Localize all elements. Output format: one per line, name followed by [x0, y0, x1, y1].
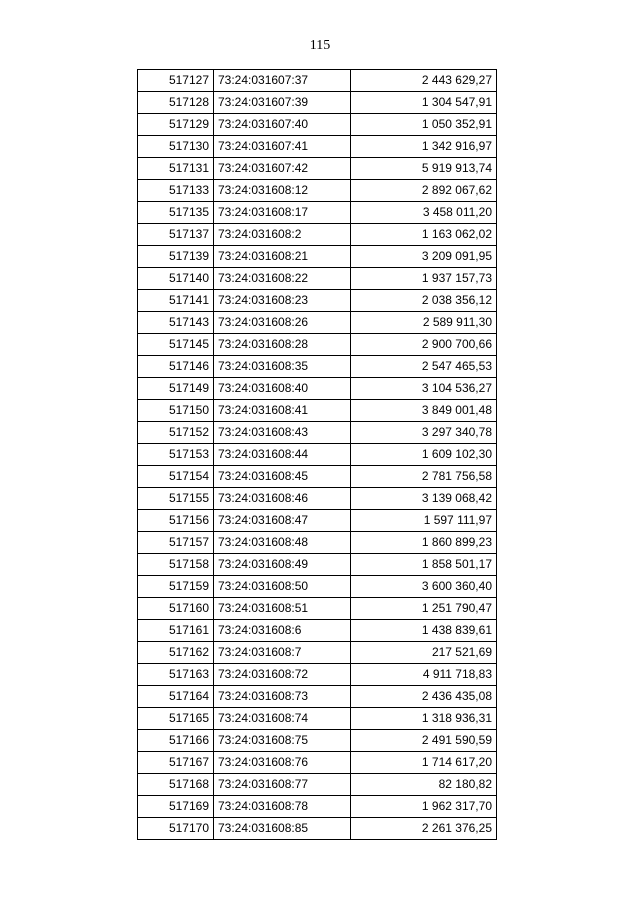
- cadastral-number-cell: 73:24:031608:85: [214, 818, 351, 840]
- row-number-cell: 517150: [138, 400, 214, 422]
- table-row: [138, 246, 497, 268]
- cadastral-value-cell: 3 139 068,42: [351, 488, 497, 510]
- cadastral-value-cell: 2 261 376,25: [351, 818, 497, 840]
- table-row: [138, 334, 497, 356]
- cadastral-value-cell: 3 849 001,48: [351, 400, 497, 422]
- row-number-cell: 517135: [138, 202, 214, 224]
- table-row: [138, 620, 497, 642]
- row-number-cell: 517167: [138, 752, 214, 774]
- cadastral-value-cell: 217 521,69: [351, 642, 497, 664]
- row-number-cell: 517143: [138, 312, 214, 334]
- cadastral-value-cell: 82 180,82: [351, 774, 497, 796]
- row-number-cell: 517146: [138, 356, 214, 378]
- cadastral-number-cell: 73:24:031608:72: [214, 664, 351, 686]
- table-row: [138, 664, 497, 686]
- table-row: [138, 180, 497, 202]
- cadastral-value-cell: 2 038 356,12: [351, 290, 497, 312]
- cadastral-value-cell: 1 163 062,02: [351, 224, 497, 246]
- table-row: [138, 730, 497, 752]
- cadastral-number-cell: 73:24:031608:44: [214, 444, 351, 466]
- cadastral-number-cell: 73:24:031608:2: [214, 224, 351, 246]
- row-number-cell: 517139: [138, 246, 214, 268]
- cadastral-number-cell: 73:24:031608:7: [214, 642, 351, 664]
- cadastral-number-cell: 73:24:031608:17: [214, 202, 351, 224]
- cadastral-value-cell: 2 436 435,08: [351, 686, 497, 708]
- cadastral-number-cell: 73:24:031608:21: [214, 246, 351, 268]
- row-number-cell: 517145: [138, 334, 214, 356]
- row-number-cell: 517140: [138, 268, 214, 290]
- cadastral-number-cell: 73:24:031608:47: [214, 510, 351, 532]
- cadastral-number-cell: 73:24:031608:76: [214, 752, 351, 774]
- row-number-cell: 517158: [138, 554, 214, 576]
- cadastral-value-cell: 2 589 911,30: [351, 312, 497, 334]
- row-number-cell: 517153: [138, 444, 214, 466]
- cadastral-value-cell: 1 251 790,47: [351, 598, 497, 620]
- table-row: [138, 158, 497, 180]
- cadastral-number-cell: 73:24:031608:12: [214, 180, 351, 202]
- cadastral-number-cell: 73:24:031608:41: [214, 400, 351, 422]
- cadastral-value-cell: 4 911 718,83: [351, 664, 497, 686]
- table-row: [138, 422, 497, 444]
- cadastral-value-cell: 1 714 617,20: [351, 752, 497, 774]
- table-row: [138, 752, 497, 774]
- cadastral-number-cell: 73:24:031607:41: [214, 136, 351, 158]
- cadastral-number-cell: 73:24:031608:46: [214, 488, 351, 510]
- cadastral-number-cell: 73:24:031608:6: [214, 620, 351, 642]
- cadastral-number-cell: 73:24:031608:43: [214, 422, 351, 444]
- table-row: [138, 92, 497, 114]
- cadastral-number-cell: 73:24:031608:73: [214, 686, 351, 708]
- cadastral-value-cell: 1 937 157,73: [351, 268, 497, 290]
- table-row: [138, 774, 497, 796]
- row-number-cell: 517129: [138, 114, 214, 136]
- table-row: [138, 202, 497, 224]
- cadastral-number-cell: 73:24:031608:45: [214, 466, 351, 488]
- table-row: [138, 488, 497, 510]
- row-number-cell: 517127: [138, 70, 214, 92]
- cadastral-number-cell: 73:24:031607:42: [214, 158, 351, 180]
- row-number-cell: 517131: [138, 158, 214, 180]
- cadastral-value-cell: 1 962 317,70: [351, 796, 497, 818]
- cadastral-number-cell: 73:24:031608:50: [214, 576, 351, 598]
- cadastral-number-cell: 73:24:031608:51: [214, 598, 351, 620]
- table-row: [138, 356, 497, 378]
- row-number-cell: 517137: [138, 224, 214, 246]
- cadastral-number-cell: 73:24:031608:35: [214, 356, 351, 378]
- cadastral-value-cell: 1 318 936,31: [351, 708, 497, 730]
- cadastral-value-cell: 2 781 756,58: [351, 466, 497, 488]
- cadastral-value-cell: 1 438 839,61: [351, 620, 497, 642]
- table-row: [138, 224, 497, 246]
- table-row: [138, 400, 497, 422]
- row-number-cell: 517165: [138, 708, 214, 730]
- table-body: [138, 70, 497, 840]
- cadastral-number-cell: 73:24:031608:78: [214, 796, 351, 818]
- row-number-cell: 517160: [138, 598, 214, 620]
- row-number-cell: 517161: [138, 620, 214, 642]
- table-row: [138, 136, 497, 158]
- cadastral-number-cell: 73:24:031608:26: [214, 312, 351, 334]
- row-number-cell: 517163: [138, 664, 214, 686]
- cadastral-value-cell: 3 600 360,40: [351, 576, 497, 598]
- row-number-cell: 517152: [138, 422, 214, 444]
- cadastral-value-cell: 1 860 899,23: [351, 532, 497, 554]
- row-number-cell: 517130: [138, 136, 214, 158]
- cadastral-number-cell: 73:24:031608:77: [214, 774, 351, 796]
- cadastral-number-cell: 73:24:031607:40: [214, 114, 351, 136]
- cadastral-value-cell: 1 050 352,91: [351, 114, 497, 136]
- table-row: [138, 708, 497, 730]
- table-row: [138, 510, 497, 532]
- cadastral-number-cell: 73:24:031608:49: [214, 554, 351, 576]
- table-row: [138, 268, 497, 290]
- cadastral-number-cell: 73:24:031608:22: [214, 268, 351, 290]
- cadastral-value-cell: 2 892 067,62: [351, 180, 497, 202]
- cadastral-value-cell: 2 547 465,53: [351, 356, 497, 378]
- cadastral-value-cell: 2 491 590,59: [351, 730, 497, 752]
- cadastral-value-cell: 3 458 011,20: [351, 202, 497, 224]
- cadastral-number-cell: 73:24:031607:37: [214, 70, 351, 92]
- table-row: [138, 686, 497, 708]
- cadastral-number-cell: 73:24:031608:75: [214, 730, 351, 752]
- table-row: [138, 466, 497, 488]
- table-row: [138, 642, 497, 664]
- cadastral-value-cell: 1 597 111,97: [351, 510, 497, 532]
- table-row: [138, 576, 497, 598]
- row-number-cell: 517155: [138, 488, 214, 510]
- table-row: [138, 378, 497, 400]
- row-number-cell: 517157: [138, 532, 214, 554]
- row-number-cell: 517154: [138, 466, 214, 488]
- table-row: [138, 290, 497, 312]
- row-number-cell: 517133: [138, 180, 214, 202]
- cadastral-number-cell: 73:24:031608:40: [214, 378, 351, 400]
- row-number-cell: 517164: [138, 686, 214, 708]
- row-number-cell: 517168: [138, 774, 214, 796]
- table-row: [138, 444, 497, 466]
- page-number: 115: [309, 38, 331, 53]
- row-number-cell: 517170: [138, 818, 214, 840]
- cadastral-number-cell: 73:24:031608:74: [214, 708, 351, 730]
- table-row: [138, 70, 497, 92]
- table-row: [138, 554, 497, 576]
- table-row: [138, 312, 497, 334]
- cadastral-value-cell: 1 342 916,97: [351, 136, 497, 158]
- cadastral-value-cell: 5 919 913,74: [351, 158, 497, 180]
- table-row: [138, 532, 497, 554]
- table-row: [138, 818, 497, 840]
- row-number-cell: 517159: [138, 576, 214, 598]
- cadastral-number-cell: 73:24:031608:48: [214, 532, 351, 554]
- cadastral-value-cell: 2 443 629,27: [351, 70, 497, 92]
- row-number-cell: 517128: [138, 92, 214, 114]
- cadastral-value-table: [137, 69, 497, 840]
- cadastral-value-cell: 3 104 536,27: [351, 378, 497, 400]
- cadastral-value-cell: 1 609 102,30: [351, 444, 497, 466]
- row-number-cell: 517169: [138, 796, 214, 818]
- table-row: [138, 796, 497, 818]
- cadastral-number-cell: 73:24:031607:39: [214, 92, 351, 114]
- cadastral-value-cell: 3 209 091,95: [351, 246, 497, 268]
- row-number-cell: 517141: [138, 290, 214, 312]
- cadastral-value-cell: 1 858 501,17: [351, 554, 497, 576]
- cadastral-number-cell: 73:24:031608:23: [214, 290, 351, 312]
- row-number-cell: 517149: [138, 378, 214, 400]
- table-row: [138, 598, 497, 620]
- row-number-cell: 517166: [138, 730, 214, 752]
- cadastral-number-cell: 73:24:031608:28: [214, 334, 351, 356]
- row-number-cell: 517162: [138, 642, 214, 664]
- cadastral-value-cell: 3 297 340,78: [351, 422, 497, 444]
- table-row: [138, 114, 497, 136]
- cadastral-value-cell: 1 304 547,91: [351, 92, 497, 114]
- row-number-cell: 517156: [138, 510, 214, 532]
- cadastral-value-cell: 2 900 700,66: [351, 334, 497, 356]
